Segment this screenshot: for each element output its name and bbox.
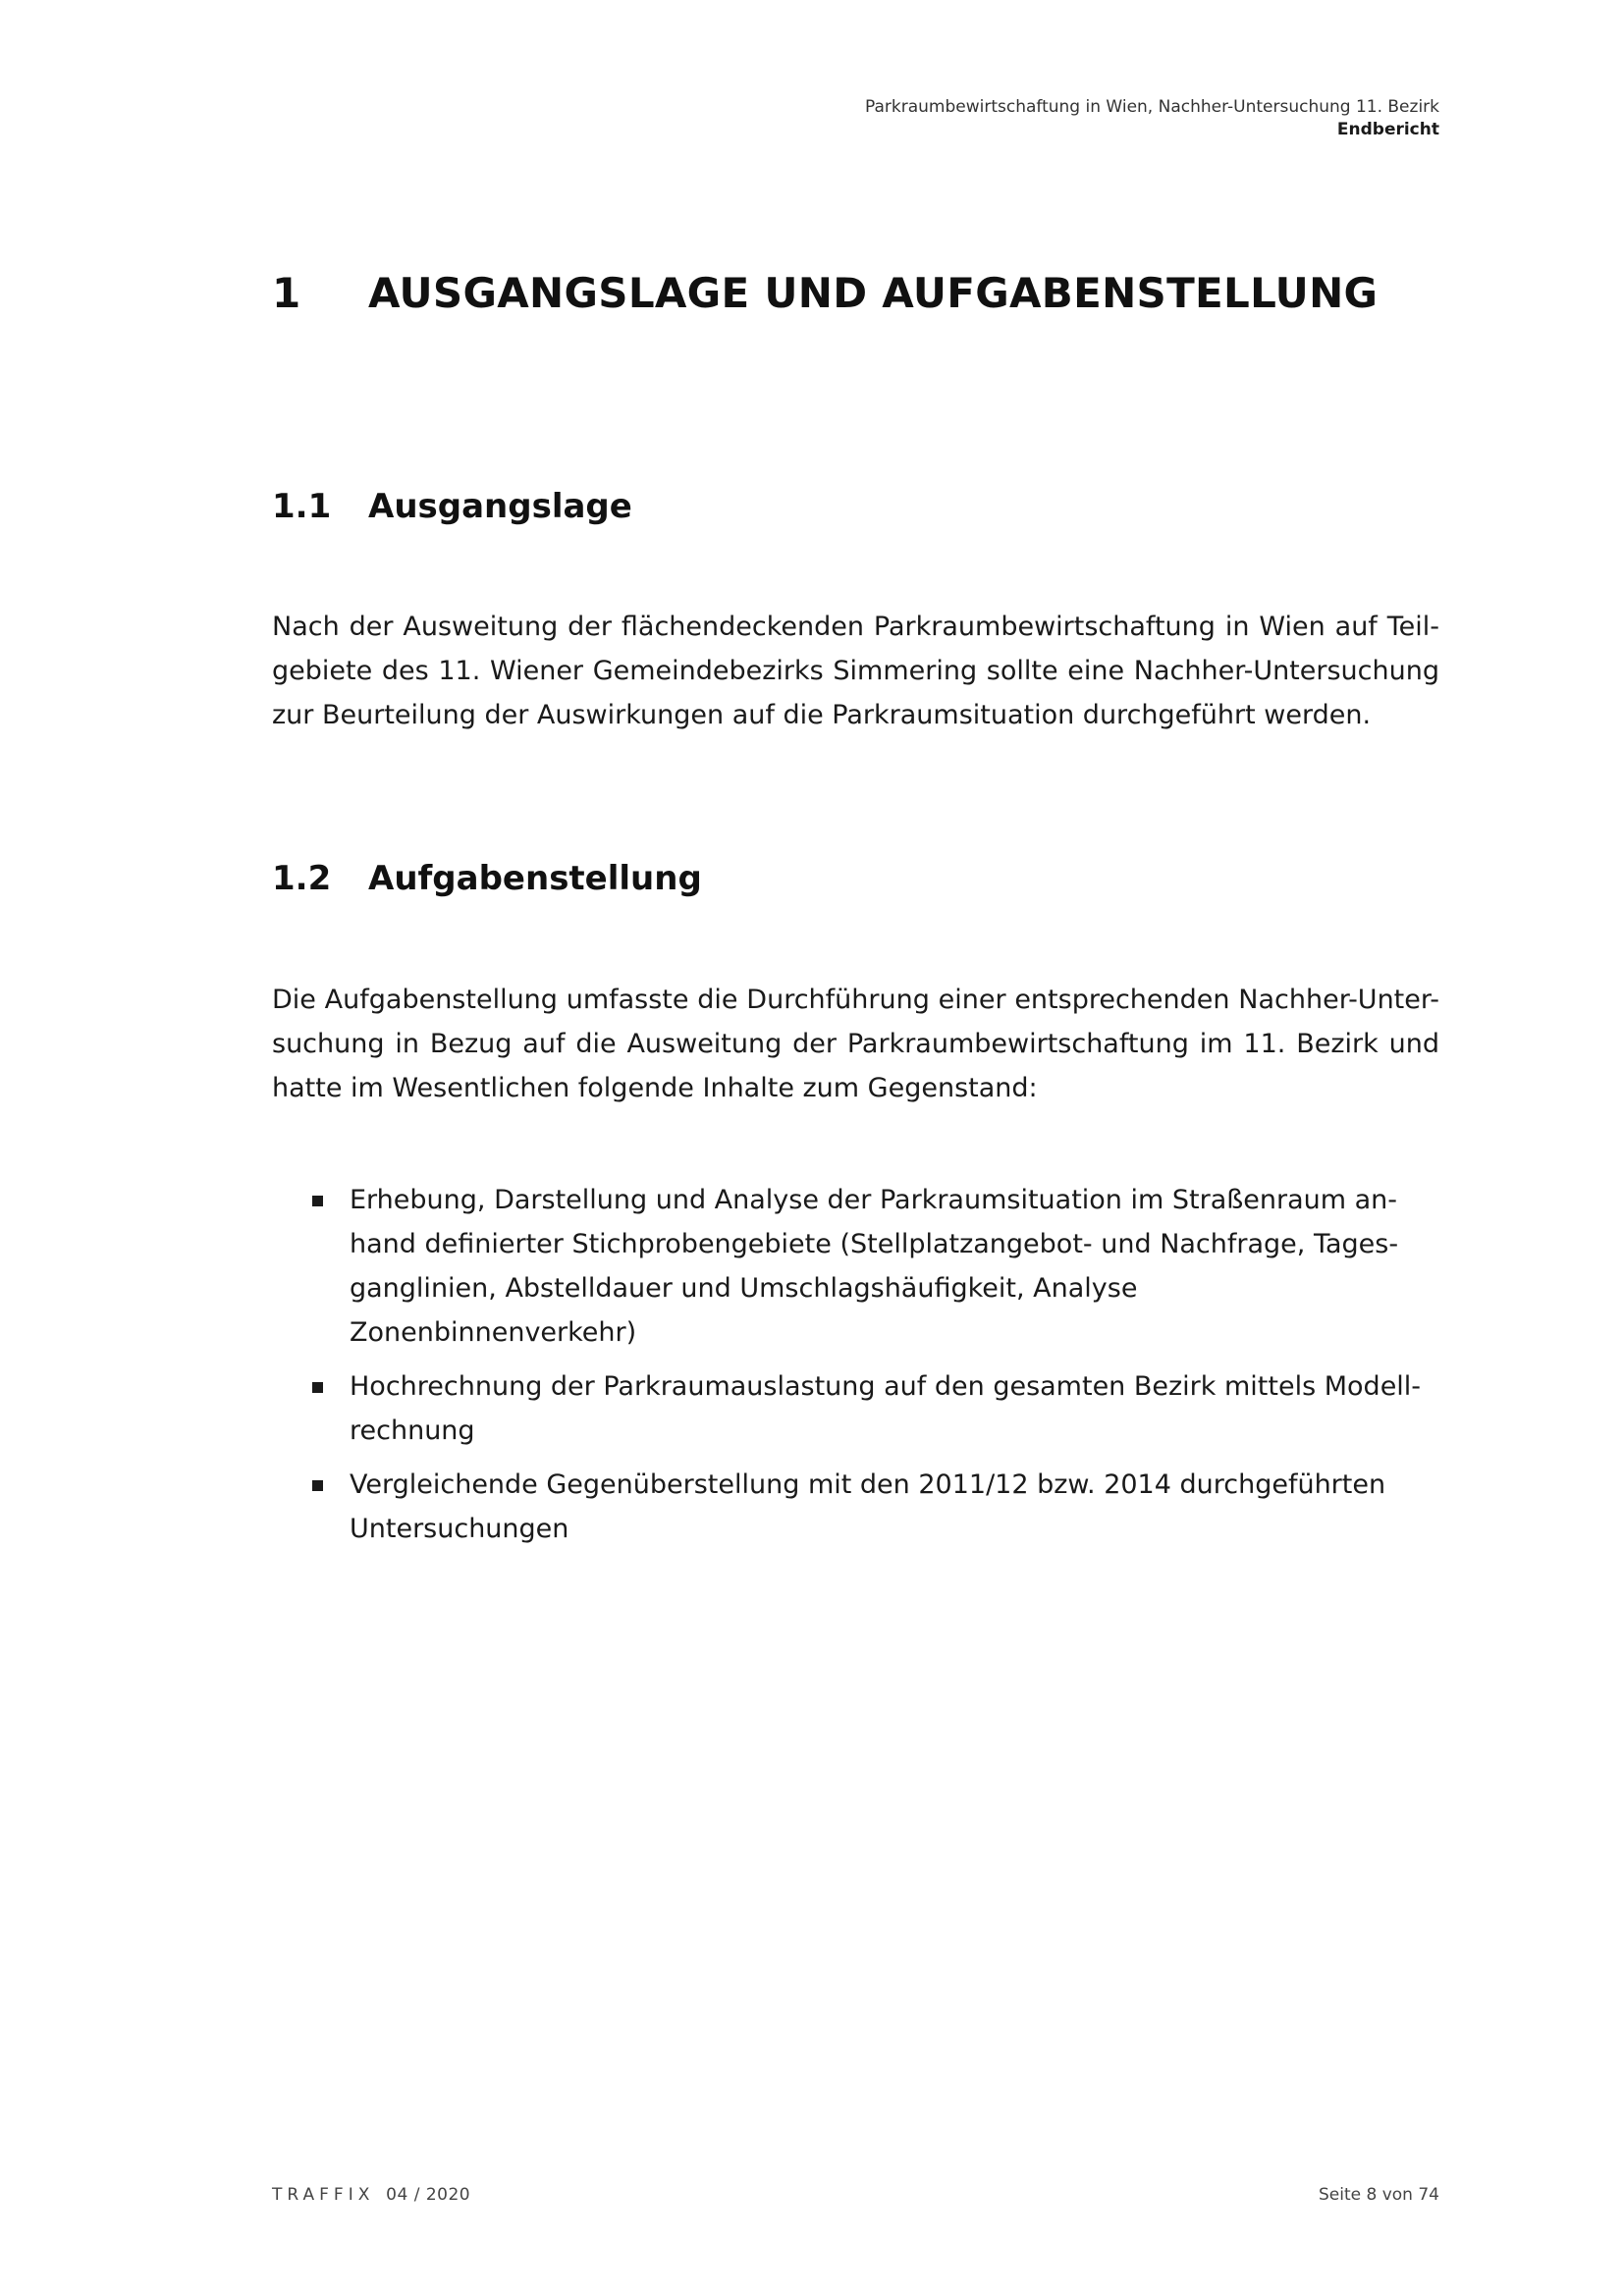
paragraph-ausgangslage: [272, 605, 1439, 737]
list-item-line: Vergleichende Gegenüberstellung mit den 2011/12 bzw. 2014 durchgeführten: [350, 1469, 1386, 1500]
page-number: Seite 8 von 74: [1319, 2185, 1439, 2205]
paragraph-line: suchung in Bezug auf die Ausweitung der Parkraumbewirtschaftung im 11. Bezirk und: [272, 1029, 1439, 1059]
running-header: [865, 96, 1439, 141]
list-item: [312, 1178, 1422, 1355]
paragraph-line: gebiete des 11. Wiener Gemeindebezirks Simmering sollte eine Nachher-Untersuchung: [272, 656, 1439, 686]
list-item-line: Erhebung, Darstellung und Analyse der Parkraumsituation im Straßenraum an-: [350, 1185, 1398, 1215]
section-number: 1.2: [272, 859, 332, 898]
header-title: Parkraumbewirtschaftung in Wien, Nachher-Untersuchung 11. Bezirk: [865, 97, 1439, 117]
footer-date: 04 / 2020: [386, 2185, 471, 2205]
section-heading-1-2: [272, 859, 702, 898]
footer-left: [272, 2185, 470, 2205]
list-item-line: Hochrechnung der Parkraumauslastung auf den gesamten Bezirk mittels Modell-: [350, 1371, 1422, 1402]
section-heading-1-1: [272, 487, 632, 526]
section-title: Aufgabenstellung: [368, 859, 702, 898]
list-item-line: Untersuchungen: [350, 1514, 569, 1544]
header-subtitle: Endbericht: [1336, 120, 1439, 139]
square-bullet-icon: [312, 1196, 323, 1206]
square-bullet-icon: [312, 1480, 323, 1491]
list-item-line: ganglinien, Abstelldauer und Umschlagshäufigkeit, Analyse Zonenbinnenverkehr): [350, 1273, 1138, 1348]
paragraph-aufgabenstellung: [272, 978, 1439, 1110]
footer-brand: TRAFFIX: [272, 2185, 375, 2205]
chapter-heading: [272, 269, 1378, 317]
list-item-line: rechnung: [350, 1415, 475, 1446]
square-bullet-icon: [312, 1382, 323, 1393]
paragraph-line: hatte im Wesentlichen folgende Inhalte zum Gegenstand:: [272, 1073, 1038, 1103]
task-bullet-list: [312, 1178, 1422, 1561]
section-number: 1.1: [272, 487, 332, 526]
section-title: Ausgangslage: [368, 487, 632, 526]
paragraph-line: zur Beurteilung der Auswirkungen auf die Parkraumsituation durchgeführt werden.: [272, 700, 1372, 730]
paragraph-line: Die Aufgabenstellung umfasste die Durchführung einer entsprechenden Nachher-Unter-: [272, 985, 1439, 1015]
list-item: [312, 1463, 1422, 1551]
list-item-line: hand definierter Stichprobengebiete (Stellplatzangebot- und Nachfrage, Tages-: [350, 1229, 1399, 1259]
chapter-number: 1: [272, 269, 301, 317]
list-item: [312, 1364, 1422, 1453]
chapter-title: AUSGANGSLAGE UND AUFGABENSTELLUNG: [368, 269, 1379, 317]
paragraph-line: Nach der Ausweitung der flächendeckenden Parkraumbewirtschaftung in Wien auf Teil-: [272, 612, 1439, 642]
